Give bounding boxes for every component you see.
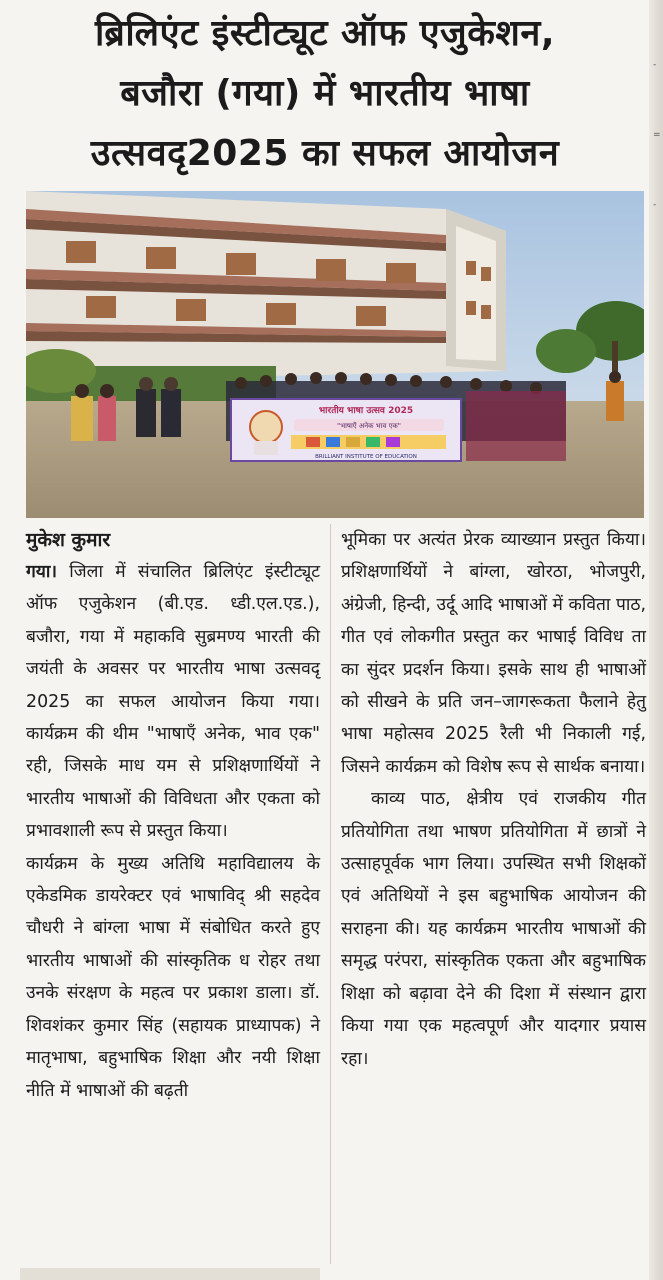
article-column-right [341, 524, 646, 1075]
edge-mark: = [653, 130, 661, 140]
event-photo-illustration [26, 191, 644, 518]
article-paragraph: भूमिका पर अत्यंत प्रेरक व्याख्यान प्रस्तुत किया।प्रशिक्षणार्थियों ने बांग्ला, खोरठा, भोजपुरी, अंग्रेजी, हिन्दी, उर्दू आदि भाषाओं में कविता पाठ, गीत एवं लोकगीत प्रस्तुत कर भाषाई विविध ता का सुंदर प्रदर्शन किया। इसके साथ ही भाषाओं को सीखने के प्रति जन–जागरूकता फैलाने हेतु भाषा महोत्सव 2025 रैली भी निकाली गई, जिसने कार्यक्रम को विशेष रूप से सार्थक बनाया। [341, 530, 646, 777]
edge-mark: - [653, 200, 657, 210]
banner-footer: BRILLIANT INSTITUTE OF EDUCATION [315, 454, 417, 460]
column-divider [330, 524, 331, 1264]
article-text: जिला में संचालित ब्रिलिएंट इंस्टीट्यूट ऑफ एजुकेशन (बी.एड. ध्डी.एल.एड.), बजौरा, गया में महाकवि सुब्रमण्य भारती की जयंती के अवसर पर भारतीय भाषा उत्सवदृ 2025 का सफल आयोजन किया गया। कार्यक्रम की थीम "भाषाएँ अनेक, भाव एक" रही, जिसके माध यम से प्रशिक्षणार्थियों ने भारतीय भाषाओं की विविधता और एकता को प्रभावशाली रूप से प्रस्तुत किया। [26, 562, 321, 842]
edge-mark: - [653, 60, 657, 70]
dateline: गया। [26, 562, 57, 582]
tree [536, 329, 596, 373]
headline-line-2: बजौरा (गया) में भारतीय भाषा [120, 73, 530, 114]
headline [0, 4, 650, 184]
byline: मुकेश कुमार [26, 529, 111, 551]
event-photo [26, 191, 644, 518]
school-building [26, 191, 506, 381]
banner-subtitle: "भाषाएँ अनेक भाव एक" [336, 422, 402, 430]
article-column-left [26, 524, 320, 1107]
article-paragraph [26, 556, 320, 848]
article-paragraph: काव्य पाठ, क्षेत्रीय एवं राजकीय गीत प्रतियोगिता तथा भाषण प्रतियोगिता में छात्रों ने उत्साहपूर्वक भाग लिया। उपस्थित सभी शिक्षकों एवं अतिथियों ने इस बहुभाषिक आयोजन की सराहना की। यह कार्यक्रम भारतीय भाषाओं की समृद्ध परंपरा, सांस्कृतिक एकता और बहुभाषिक शिक्षा को बढ़ावा देने की दिशा में संस्थान द्वारा किया गया एक महत्वपूर्ण और यादगार प्रयास रहा। [341, 789, 646, 1069]
next-article-strip [20, 1268, 320, 1280]
banner-heading: भारतीय भाषा उत्सव 2025 [318, 406, 414, 416]
adjacent-page-edge [649, 0, 663, 1280]
article-paragraph: कार्यक्रम के मुख्य अतिथि महाविद्यालय के एकेडमिक डायरेक्टर एवं भाषाविद् श्री सहदेव चौधरी ने बांग्ला भाषा में संबोधित करते हुए भारतीय भाषाओं की सांस्कृतिक ध रोहर तथा उनके संरक्षण के महत्व पर प्रकाश डाला। डॉ. शिवशंकर कुमार सिंह (सहायक प्राध्यापक) ने मातृभाषा, बहुभाषिक शिक्षा और नयी शिक्षा नीति में भाषाओं की बढ़ती [26, 853, 320, 1101]
event-banner [231, 399, 461, 461]
headline-line-1: ब्रिलिएंट इंस्टीट्यूट ऑफ एजुकेशन, [94, 13, 556, 54]
headline-line-3: उत्सवदृ2025 का सफल आयोजन [90, 133, 560, 174]
